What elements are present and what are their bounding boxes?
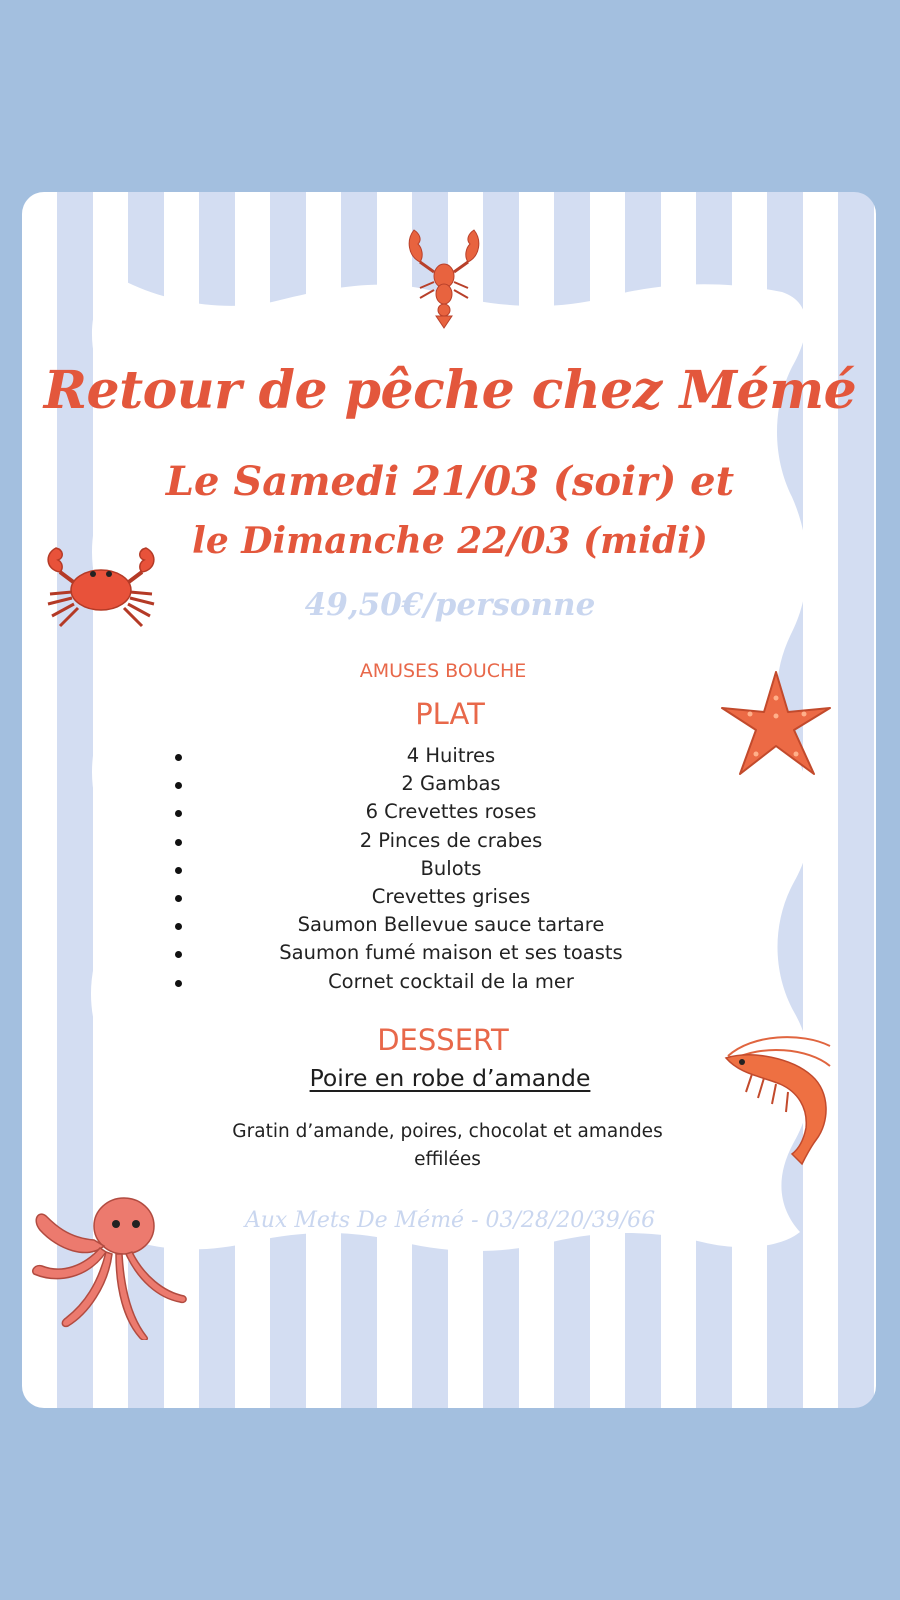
octopus-icon — [28, 1190, 188, 1340]
list-item: 2 Pinces de crabes — [173, 827, 729, 855]
list-item: 2 Gambas — [173, 770, 729, 798]
list-item: Saumon Bellevue sauce tartare — [173, 911, 729, 939]
dessert-name: Poire en robe d’amande — [309, 1064, 591, 1092]
amuses-bouche-heading: AMUSES BOUCHE — [359, 660, 527, 682]
starfish-icon — [718, 668, 834, 784]
footer-signature: Aux Mets De Mémé - 03/28/20/39/66 — [244, 1208, 656, 1233]
dessert-heading: DESSERT — [377, 1023, 509, 1057]
list-item: 4 Huitres — [173, 742, 729, 770]
dessert-description: Gratin d’amande, poires, chocolat et amandes effilées — [232, 1121, 663, 1170]
list-item: Bulots — [173, 855, 729, 883]
plat-heading: PLAT — [415, 697, 485, 731]
plat-list — [173, 742, 729, 996]
price: 49,50€/personne — [304, 587, 596, 623]
shrimp-icon — [712, 1030, 834, 1166]
list-item: Saumon fumé maison et ses toasts — [173, 939, 729, 967]
list-item: Cornet cocktail de la mer — [173, 968, 729, 996]
list-item: 6 Crevettes roses — [173, 798, 729, 826]
lobster-icon — [406, 226, 482, 330]
date-line-2: le Dimanche 22/03 (midi) — [192, 520, 708, 562]
date-line-1: Le Samedi 21/03 (soir) et — [165, 458, 735, 505]
crab-icon — [42, 540, 160, 630]
list-item: Crevettes grises — [173, 883, 729, 911]
menu-title: Retour de pêche chez Mémé — [43, 360, 857, 421]
